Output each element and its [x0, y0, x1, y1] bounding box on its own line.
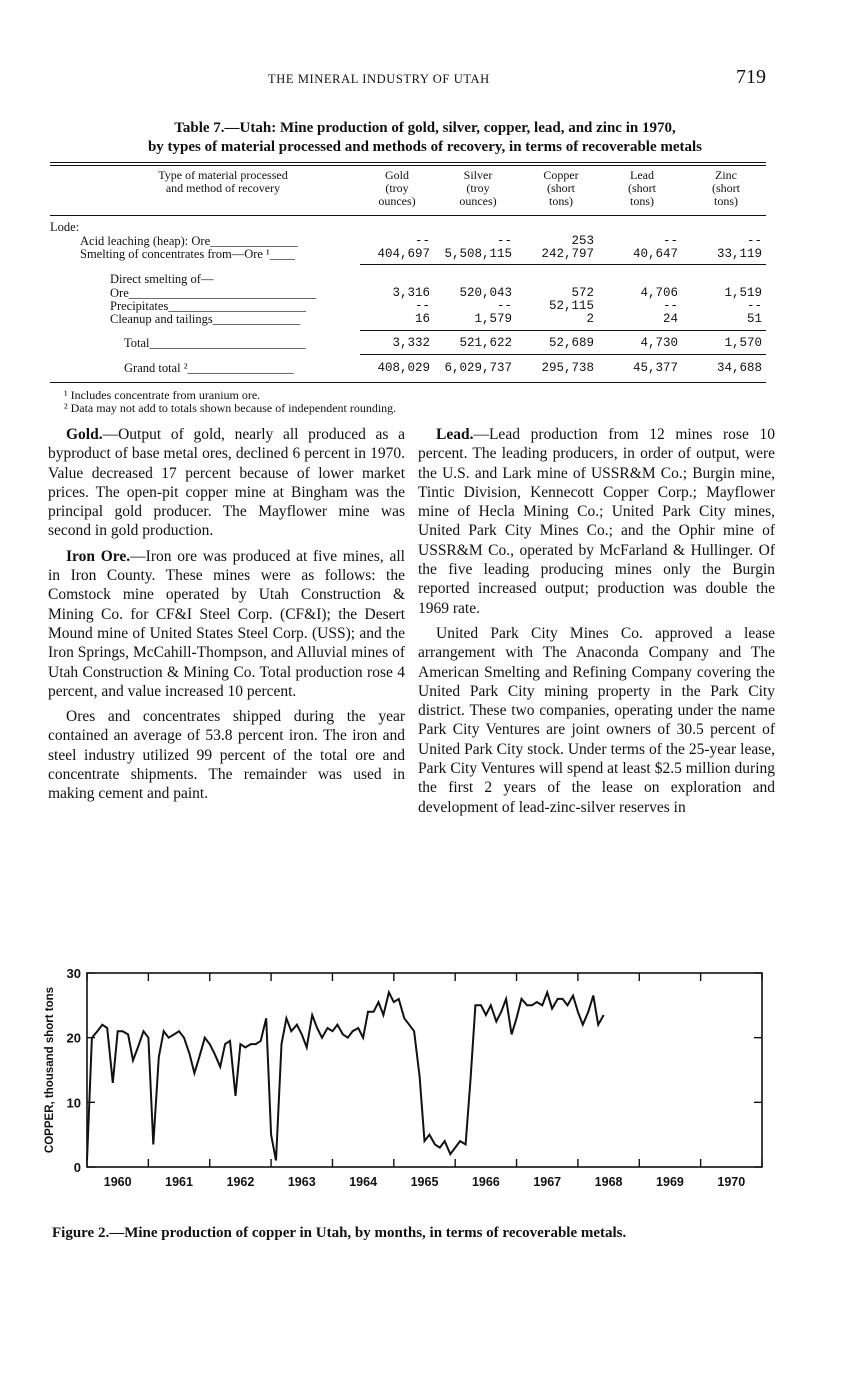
x-tick-label: 1960 — [103, 1175, 132, 1189]
row-acid-label: Acid leaching (heap): Ore______________ — [80, 234, 298, 248]
right-column — [418, 425, 775, 823]
row-grand-label: Grand total ²_________________ — [124, 361, 294, 375]
y-tick-label: 20 — [66, 1030, 81, 1046]
cell: 1,579 — [474, 312, 512, 326]
lode-label: Lode: — [50, 220, 80, 234]
cell: 521,622 — [459, 336, 512, 350]
col-head-lead: Lead (short tons) — [628, 168, 656, 208]
cell: 5,508,115 — [444, 247, 512, 261]
cell: 24 — [662, 312, 678, 326]
cell: 52,689 — [548, 336, 594, 350]
cell: -- — [746, 234, 762, 248]
cell: 6,029,737 — [444, 361, 512, 375]
page-header — [0, 66, 851, 92]
cell: 4,730 — [640, 336, 678, 350]
x-tick-label: 1968 — [594, 1175, 623, 1189]
copper-production-chart — [0, 960, 851, 1200]
y-tick-label: 0 — [73, 1160, 81, 1175]
col-head-zinc: Zinc (short tons) — [712, 168, 740, 208]
cell: 16 — [414, 312, 430, 326]
cell: 253 — [571, 234, 594, 248]
table-top-rule — [50, 162, 766, 163]
cell: 52,115 — [548, 299, 594, 313]
cell: -- — [496, 234, 512, 248]
y-tick-label: 10 — [66, 1095, 81, 1111]
cell: 520,043 — [459, 286, 512, 300]
table-title: Table 7.—Utah: Mine production of gold, silver, copper, lead, and zinc in 1970, by types of material processed and methods of recovery, in terms of recoverable metals — [147, 120, 703, 155]
cell: 1,519 — [724, 286, 762, 300]
x-tick-label: 1963 — [287, 1175, 316, 1189]
cell: 3,332 — [392, 336, 430, 350]
col-head-gold: Gold (troy ounces) — [378, 168, 416, 208]
ores-paragraph: Ores and concentrates shipped during the year contained an average of 53.8 percent iron. The iron and steel industry utilized 99 percent of the total ore and concentrate shipments. The remainder was used in making cement and paint. — [48, 708, 405, 803]
cell: -- — [746, 299, 762, 313]
cell: 4,706 — [640, 286, 678, 300]
cell: 40,647 — [632, 247, 678, 261]
cell: -- — [414, 234, 430, 248]
cell: 572 — [571, 286, 594, 300]
cell: -- — [414, 299, 430, 313]
y-axis-label: COPPER, thousand short tons — [44, 986, 56, 1154]
united-park-city-paragraph: United Park City Mines Co. approved a lease arrangement with The Anaconda Company and The American Smelting and Refining Company covering the United Park City mining property in the Park City district. These two companies, operating under the name Park City Ventures are joint owners of 30.5 percent of United Park City stock. Under terms of the 25-year lease, Park City Ventures will spend at least $2.5 million during the first 2 years of the lease on exploration and development of lead-zinc-silver reserves in — [418, 624, 775, 816]
subtotal-rule — [360, 264, 766, 265]
cell: 51 — [746, 312, 762, 326]
cell: -- — [662, 234, 678, 248]
copper-series-line — [87, 992, 604, 1160]
x-tick-label: 1970 — [717, 1175, 746, 1189]
col-head-copper: Copper (short tons) — [543, 168, 579, 208]
x-tick-label: 1966 — [471, 1175, 500, 1189]
x-tick-label: 1962 — [226, 1175, 255, 1189]
table-bottom-rule — [50, 382, 766, 383]
cell: 45,377 — [632, 361, 678, 375]
cell: 33,119 — [716, 247, 762, 261]
cell: 242,797 — [541, 247, 594, 261]
cell: -- — [662, 299, 678, 313]
row-precip-label: Precipitates______________________ — [110, 299, 306, 313]
x-tick-label: 1969 — [656, 1175, 684, 1189]
cell: -- — [496, 299, 512, 313]
iron-ore-paragraph: Iron Ore.—Iron ore was produced at five mines, all in Iron County. These mines were as follows: the Comstock mine operated by Utah Construction & Mining Co. for CF&I Steel Corp. (CF&I); the Desert Mound mine of United States Steel Corp. (USS); and the Iron Springs, McCahill-Thompson, and Alluvial mines of Utah Construction & Mining Co. Total production rose 4 percent, and value increased 10 percent. — [48, 547, 405, 700]
footnote-2: ² Data may not add to totals shown because of independent rounding. — [64, 401, 397, 415]
cell: 34,688 — [716, 361, 762, 375]
cell: 3,316 — [392, 286, 430, 300]
cell: 408,029 — [377, 361, 430, 375]
total-rule — [360, 330, 766, 331]
table-head-rule — [50, 215, 766, 216]
figure-caption: Figure 2.—Mine production of copper in Utah, by months, in terms of recoverable metals. — [52, 1225, 627, 1241]
row-ore-label: Ore______________________________ — [110, 286, 317, 300]
row-total-label: Total_________________________ — [124, 336, 306, 350]
lead-paragraph: Lead.—Lead production from 12 mines rose 10 percent. The leading producers, in order of output, were the U.S. and Lark mine of USSR&M Co.; Burgin mine, Tintic Division, Kennecott Copper Corp.; Mayflower mine of Hecla Mining Co.; United Park City mines, United Park City Mines Co.; and the Ophir mine of USSR&M Co., operated by McFarland & Hullinger. Of the five leading producing mines only the Burgin reported increased output; production was double the 1969 rate. — [418, 426, 775, 617]
cell: 2 — [586, 312, 594, 326]
footnote-1: ¹ Includes concentrate from uranium ore. — [64, 388, 261, 402]
gold-paragraph: Gold.—Output of gold, nearly all produced as a byproduct of base metal ores, declined 6 percent in 1970. Value decreased 17 percent because of lower market prices. The open-pit copper mine at Bingham was the principal gold producer. The Mayflower mine was second in gold production. — [48, 426, 405, 540]
x-tick-label: 1961 — [165, 1175, 193, 1189]
left-column — [48, 425, 405, 810]
row-smelt-label: Smelting of concentrates from—Ore ¹____ — [80, 247, 295, 261]
x-tick-label: 1964 — [349, 1175, 378, 1189]
x-tick-label: 1965 — [410, 1175, 439, 1189]
col-head-type: Type of material processed and method of recovery — [158, 168, 288, 195]
x-tick-label: 1967 — [533, 1175, 562, 1189]
col-head-silver: Silver (troy ounces) — [459, 168, 497, 208]
page-number: 719 — [736, 66, 766, 88]
direct-smelting-label: Direct smelting of— — [110, 272, 214, 286]
cell: 1,570 — [724, 336, 762, 350]
row-cleanup-label: Cleanup and tailings______________ — [110, 312, 301, 326]
cell: 404,697 — [377, 247, 430, 261]
table-top-rule-2 — [50, 165, 766, 166]
cell: 295,738 — [541, 361, 594, 375]
grand-total-rule — [360, 354, 766, 355]
y-tick-label: 30 — [66, 966, 81, 981]
running-title: THE MINERAL INDUSTRY OF UTAH — [268, 72, 490, 86]
